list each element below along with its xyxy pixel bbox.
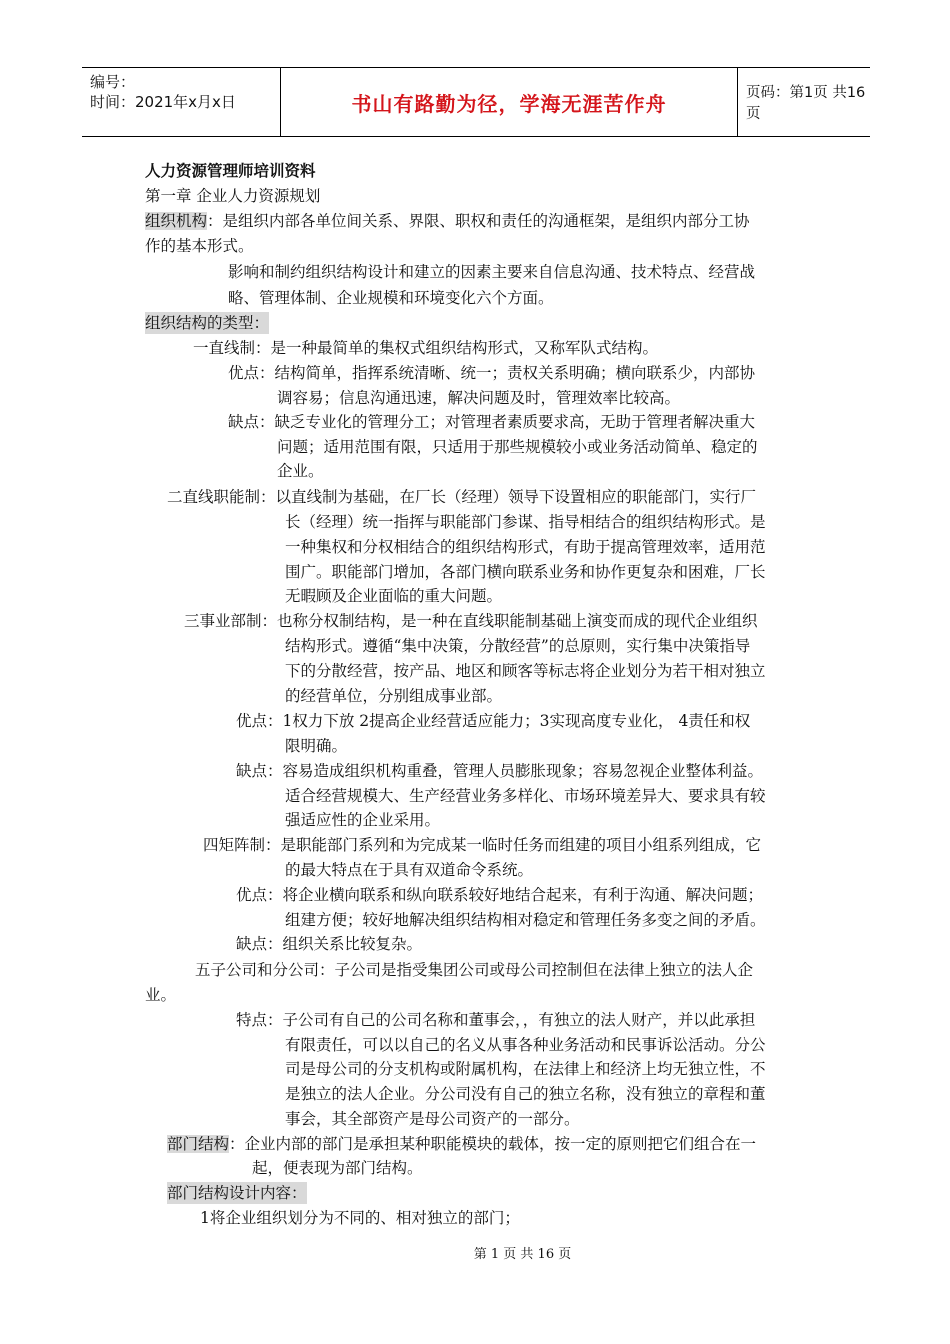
header-page-info: 页码：第1页 共16页 (746, 85, 866, 122)
term-label: 部门结构 (167, 1135, 230, 1153)
paragraph-line: 作的基本形式。 (145, 237, 254, 255)
paragraph-line: 起，便表现为部门结构。 (252, 1159, 423, 1177)
paragraph-line: 组建方便；较好地解决组织结构相对稳定和管理任务多变之间的矛盾。 (285, 911, 766, 929)
paragraph-line: 四矩阵制：是职能部门系列和为完成某一临时任务而组建的项目小组系列组成，它 (203, 836, 762, 854)
paragraph-line: 组织机构：是组织内部各单位间关系、界限、职权和责任的沟通框架，是组织内部分工协 (145, 212, 750, 230)
section-label: 组织结构的类型： (145, 314, 270, 332)
paragraph-line: 企业。 (277, 462, 324, 480)
paragraph-line: 限明确。 (285, 737, 348, 755)
paragraph-line: 二直线职能制：以直线制为基础，在厂长（经理）领导下设置相应的职能部门，实行厂 (167, 488, 757, 506)
paragraph-line: 下的分散经营，按产品、地区和顾客等标志将企业划分为若干相对独立 (285, 662, 766, 680)
term-label: 组织机构 (145, 212, 208, 230)
paragraph-line: 略、管理体制、企业规模和环境变化六个方面。 (228, 289, 554, 307)
page-footer: 第 1 页 共 16 页 (473, 1247, 572, 1262)
paragraph-line: 围广。职能部门增加，各部门横向联系业务和协作更复杂和困难，厂长 (285, 563, 766, 581)
paragraph-line: 优点：结构简单，指挥系统清晰、统一；责权关系明确；横向联系少，内部协 (228, 364, 756, 382)
paragraph-line: 问题；适用范围有限，只适用于那些规模较小或业务活动简单、稳定的 (277, 438, 758, 456)
paragraph-line: 一种集权和分权相结合的组织结构形式，有助于提高管理效率，适用范 (285, 538, 766, 556)
section-label: 部门结构设计内容： (167, 1184, 307, 1202)
paragraph-line: 无暇顾及企业面临的重大问题。 (285, 587, 503, 605)
paragraph-line: 的最大特点在于具有双道命令系统。 (285, 861, 534, 879)
chapter-title: 第一章 企业人力资源规划 (145, 187, 321, 205)
paragraph-line: 司是母公司的分支机构或附属机构，在法律上和经济上均无独立性，不 (285, 1060, 766, 1078)
paragraph-line: 一直线制：是一种最简单的集权式组织结构形式，又称军队式结构。 (193, 339, 659, 357)
paragraph-line: 适合经营规模大、生产经营业务多样化、市场环境差异大、要求具有较 (285, 787, 766, 805)
paragraph-line: 的经营单位，分别组成事业部。 (285, 687, 503, 705)
paragraph-line: 优点：将企业横向联系和纵向联系较好地结合起来，有利于沟通、解决问题； (236, 886, 764, 904)
time-label: 时间：2021年x月x日 (90, 93, 236, 111)
paragraph-line: 1将企业组织划分为不同的、相对独立的部门； (200, 1209, 520, 1227)
paragraph-line: 部门结构：企业内部的部门是承担某种职能模块的载体，按一定的原则把它们组合在一 (167, 1135, 757, 1153)
page-header (82, 67, 870, 137)
paragraph-line: 长（经理）统一指挥与职能部门参谋、指导相结合的组织结构形式。是 (285, 513, 766, 531)
paragraph-line: 特点：子公司有自己的公司名称和董事会，，有独立的法人财产，并以此承担 (236, 1011, 756, 1029)
paragraph-line: 缺点：缺乏专业化的管理分工；对管理者素质要求高，无助于管理者解决重大 (228, 413, 756, 431)
paragraph-line: 优点：1权力下放 2提高企业经营适应能力；3实现高度专业化， 4责任和权 (236, 712, 751, 730)
paragraph-line: 缺点：容易造成组织机构重叠，管理人员膨胀现象；容易忽视企业整体利益。 (236, 762, 764, 780)
number-label: 编号： (90, 73, 136, 91)
paragraph-line: 五子公司和分公司：子公司是指受集团公司或母公司控制但在法律上独立的法人企 (195, 961, 754, 979)
paragraph-line: 缺点：组织关系比较复杂。 (236, 935, 423, 953)
paragraph-line: 结构形式。遵循“集中决策，分散经营”的总原则，实行集中决策指导 (285, 637, 751, 655)
paragraph-line: 三事业部制：也称分权制结构，是一种在直线职能制基础上演变而成的现代企业组织 (184, 612, 758, 630)
paragraph-line: 调容易；信息沟通迅速，解决问题及时，管理效率比较高。 (277, 389, 681, 407)
header-left (90, 72, 280, 112)
paragraph-line: 事会，其全部资产是母公司资产的一部分。 (285, 1110, 580, 1128)
paragraph-line: 是独立的法人企业。分公司没有自己的独立名称，没有独立的章程和董 (285, 1085, 766, 1103)
paragraph-line: 有限责任，可以以自己的名义从事各种业务活动和民事诉讼活动。分公 (285, 1036, 766, 1054)
doc-title: 人力资源管理师培训资料 (145, 162, 316, 180)
header-motto: 书山有路勤为径，学海无涯苦作舟 (280, 68, 738, 136)
paragraph-line: 业。 (145, 986, 177, 1004)
paragraph-line: 影响和制约组织结构设计和建立的因素主要来自信息沟通、技术特点、经营战 (228, 263, 756, 281)
paragraph-line: 强适应性的企业采用。 (285, 811, 441, 829)
